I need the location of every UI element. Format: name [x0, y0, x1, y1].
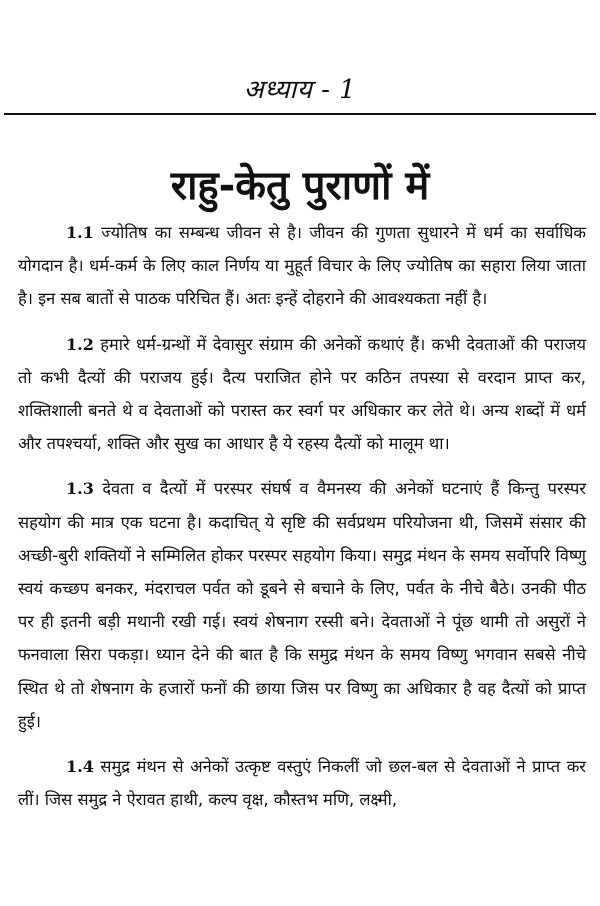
- chapter-divider: [4, 113, 596, 115]
- paragraph-number: 1.4: [66, 757, 94, 777]
- paragraph-1-2: [18, 328, 586, 461]
- paragraph-1-3: [18, 472, 586, 738]
- body-text: [18, 216, 586, 828]
- paragraph-text: समुद्र मंथन से अनेकों उत्कृष्ट वस्तुएं निकलीं जो छल-बल से देवताओं ने प्राप्त कर लीं। जिस समुद्र ने ऐरावत हाथी, कल्प वृक्ष, कौस्तभ मणि, लक्ष्मी,: [18, 757, 587, 810]
- paragraph-text: ज्योतिष का सम्बन्ध जीवन से है। जीवन की गुणता सुधारने में धर्म का सर्वाधिक योगदान है। धर्म-कर्म के लिए काल निर्णय या मुहूर्त विचार के लिए ज्योतिष का सहारा लिया जाता है। इन सब बातों से पाठक परिचित हैं। अतः इन्हें दोहराने की आवश्यकता नहीं है।: [18, 223, 586, 309]
- paragraph-1-1: [18, 216, 586, 316]
- paragraph-number: 1.1: [66, 223, 94, 242]
- chapter-heading: अध्याय - 1: [243, 75, 357, 105]
- paragraph-1-4: [18, 750, 586, 816]
- paragraph-text: हमारे धर्म-ग्रन्थों में देवासुर संग्राम की अनेकों कथाएं हैं। कभी देवताओं की पराजय तो कभी दैत्यों की पराजय हुई। दैत्य पराजित होने पर कठिन तपस्या से वरदान प्राप्त कर, शक्तिशाली बनते थे व देवताओं को परास्त कर स्वर्ग पर अधिकार कर लेते थे। अन्य शब्दों में धर्म और तपश्चर्या, शक्ति और सुख का आधार है ये रहस्य दैत्यों को मालूम था।: [18, 334, 586, 454]
- page-title: राहु-केतु पुराणों में: [170, 163, 430, 209]
- paragraph-text: देवता व दैत्यों में परस्पर संघर्ष व वैमनस्य की अनेकों घटनाएं हैं किन्तु परस्पर सहयोग की मात्र एक घटना है। कदाचित् ये सृष्टि की सर्वप्रथम परियोजना थी, जिसमें संसार की अच्छी-बुरी शक्तियों ने सम्मिलित होकर परस्पर सहयोग किया। समुद्र मंथन के समय सर्वोपरि विष्णु स्वयं कच्छप बनकर, मंदराचल पर्वत को डूबने से बचाने के लिए, पर्वत के नीचे बैठे। उनकी पीठ पर ही इतनी बड़ी मथानी रखी गई। स्वयं शेषनाग रस्सी बने। देवताओं ने पूंछ थामी तो असुरों ने फनवाला सिरा पकड़ा। ध्यान देने की बात है कि समुद्र मंथन के समय विष्णु भगवान सबसे नीचे स्थित थे तो शेषनाग के हजारों फनों की छाया जिस पर विष्णु का अधिकार है वह दैत्यों को प्राप्त हुई।: [18, 479, 586, 731]
- paragraph-number: 1.2: [66, 334, 94, 354]
- paragraph-number: 1.3: [66, 479, 94, 499]
